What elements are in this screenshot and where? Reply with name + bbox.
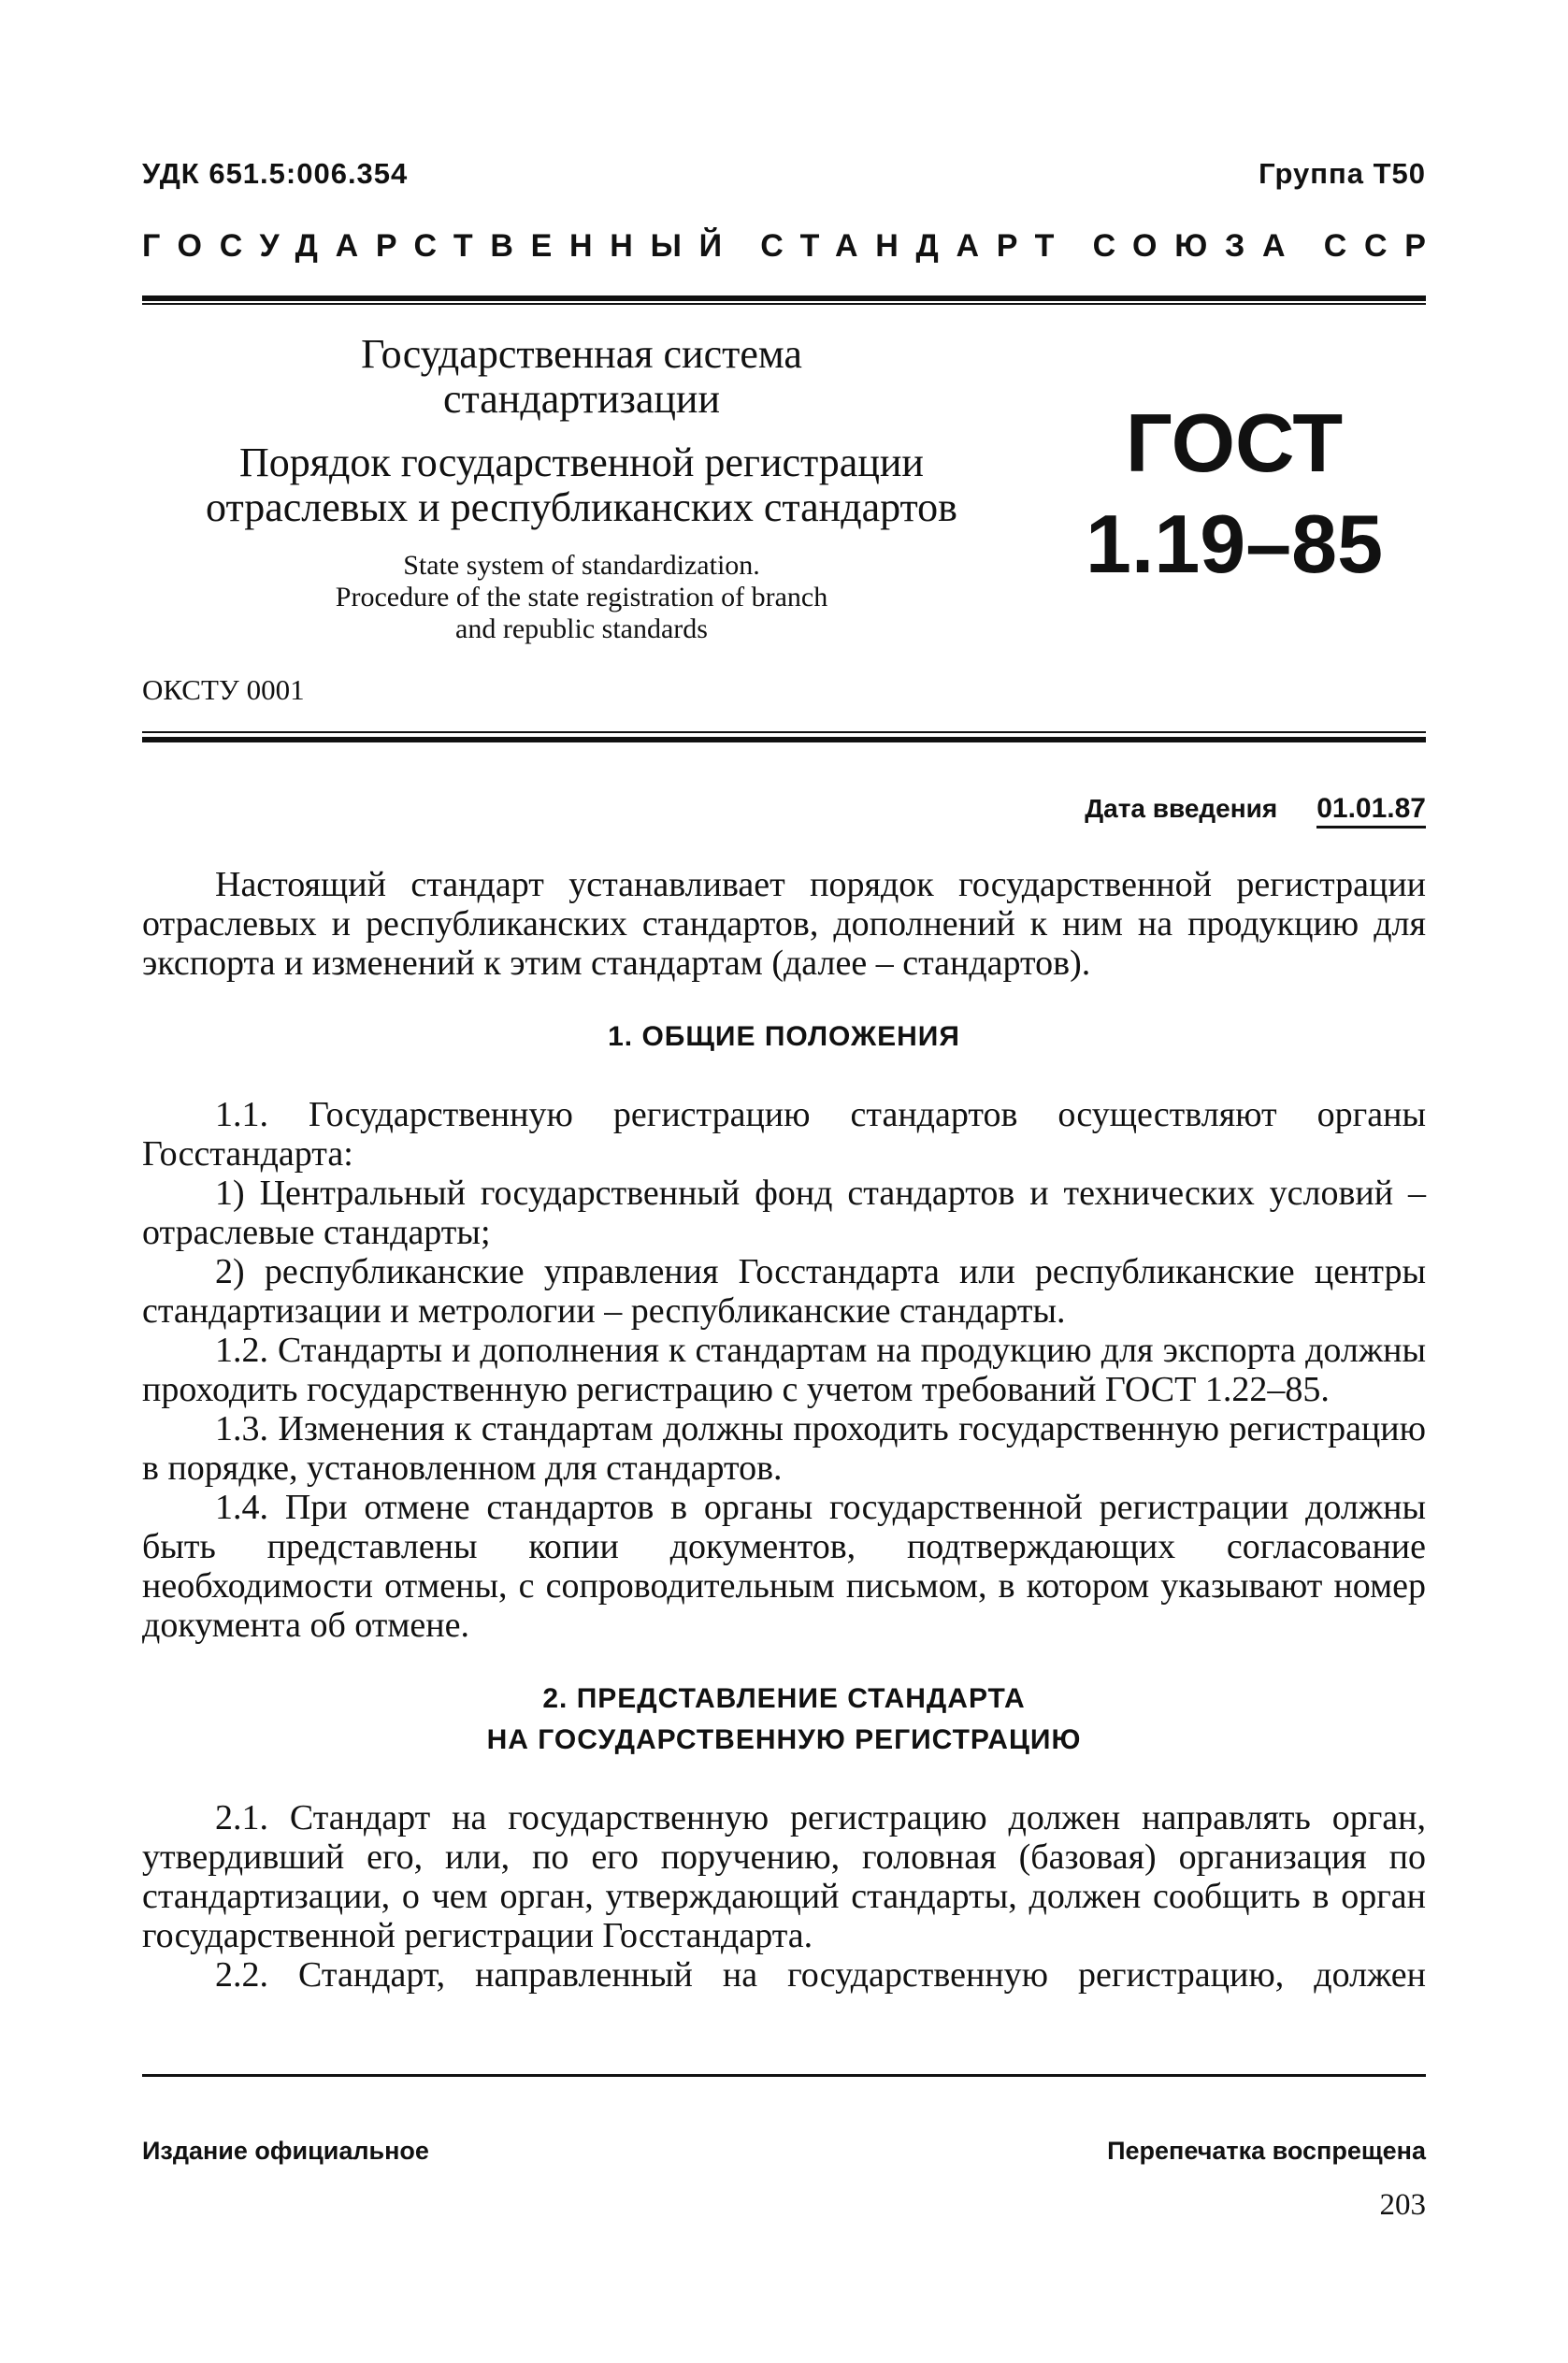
page-number: 203 — [1379, 2188, 1426, 2222]
header-rule-thick — [142, 295, 1426, 301]
paragraph-1-4: 1.4. При отмене стандартов в органы государственной регистрации должны быть представлены копии документов, подтверждающих согласование необходимости отмены, с сопроводительным письмом, в котором указывают номер документа об отмене. — [142, 1488, 1426, 1645]
standard-banner-word: СОЮЗА — [1092, 228, 1303, 264]
title-rule-thick — [142, 737, 1426, 742]
paragraph-1-1-item-2: 2) республиканские управления Госстандарта или республиканские центры стандартизации и метрологии – республиканские стандарты. — [142, 1252, 1426, 1331]
header-rule-thin — [142, 303, 1426, 305]
paragraph-1-1-item-1: 1) Центральный государственный фонд стандартов и технических условий – отраслевые стандарты; — [142, 1174, 1426, 1252]
english-title — [142, 550, 1021, 645]
standard-banner-word: ССР — [1323, 228, 1444, 264]
footer-rule — [142, 2074, 1426, 2077]
section-heading-2-line: 2. ПРЕДСТАВЛЕНИЕ СТАНДАРТА — [542, 1683, 1026, 1714]
document-body — [142, 865, 1426, 1995]
english-title-line: Procedure of the state registration of branch — [335, 582, 828, 612]
subtitle-line: отраслевых и республиканских стандартов — [206, 484, 957, 530]
english-title-line: and republic standards — [455, 613, 708, 644]
paragraph-2-2: 2.2. Стандарт, направленный на государственную регистрацию, должен — [215, 1955, 1426, 1995]
standard-banner-word: ГОСУДАРСТВЕННЫЙ — [142, 228, 740, 264]
section-heading-1: 1. ОБЩИЕ ПОЛОЖЕНИЯ — [608, 1021, 960, 1052]
okstu-code: ОКСТУ 0001 — [142, 673, 305, 706]
paragraph-1-3: 1.3. Изменения к стандартам должны проходить государственную регистрацию в порядке, установленном для стандартов. — [142, 1409, 1426, 1488]
gost-number: 1.19–85 — [1085, 497, 1384, 590]
effective-date — [1085, 793, 1426, 825]
standard-banner-word: СТАНДАРТ — [760, 228, 1072, 264]
title-rule-thin — [142, 731, 1426, 733]
gost-designation — [1066, 393, 1403, 595]
paragraph-1-2: 1.2. Стандарты и дополнения к стандартам на продукцию для экспорта должны проходить государственную регистрацию с учетом требований ГОСТ 1.22–85. — [142, 1331, 1426, 1409]
reprint-note: Перепечатка воспрещена — [1107, 2137, 1426, 2165]
intro-paragraph: Настоящий стандарт устанавливает порядок государственной регистрации отраслевых и республиканских стандартов, дополнений к ним на продукцию для экспорта и изменений к этим стандартам (далее – стандартов). — [142, 865, 1426, 983]
gost-label: ГОСТ — [1125, 396, 1344, 489]
subtitle-line: Порядок государственной регистрации — [239, 439, 924, 485]
date-label: Дата введения — [1085, 794, 1278, 823]
title-line: стандартизации — [442, 376, 721, 422]
date-value: 01.01.87 — [1316, 793, 1426, 828]
english-title-line: State system of standardization. — [403, 550, 760, 581]
section-heading-2 — [142, 1679, 1426, 1761]
group-code: Группа Т50 — [1259, 157, 1426, 190]
edition-note: Издание официальное — [142, 2137, 429, 2165]
paragraph-1-1: 1.1. Государственную регистрацию стандартов осуществляют органы Госстандарта: — [142, 1095, 1426, 1174]
title-line: Государственная система — [361, 331, 802, 377]
standard-banner — [142, 228, 1444, 265]
paragraph-2-1: 2.1. Стандарт на государственную регистрацию должен направлять орган, утвердивший его, или, по его поручению, головная (базовая) организация по стандартизации, о чем орган, утверждающий стандарты, должен сообщить в орган государственной регистрации Госстандарта. — [142, 1798, 1426, 1955]
udk-code: УДК 651.5:006.354 — [142, 157, 409, 190]
document-title — [142, 332, 1021, 530]
section-heading-2-line: НА ГОСУДАРСТВЕННУЮ РЕГИСТРАЦИЮ — [486, 1724, 1082, 1755]
